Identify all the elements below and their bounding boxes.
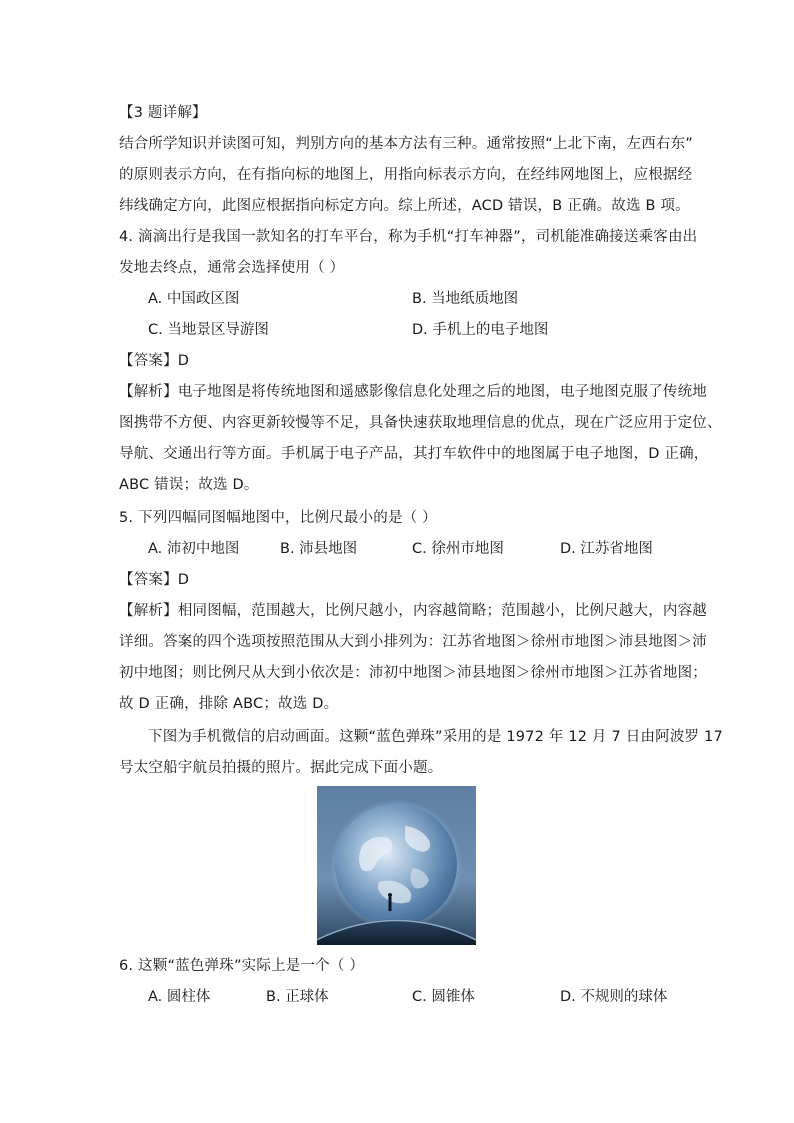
q5-analysis-label: 【解析】 xyxy=(119,603,178,619)
q3-explanation-line: 的原则表示方向，在有指向标的地图上，用指向标表示方向，在经纬网地图上，应根据经 xyxy=(119,167,693,183)
q5-option-d: D. 江苏省地图 xyxy=(560,541,653,557)
q4-stem-line: 4. 滴滴出行是我国一款知名的打车平台，称为手机“打车神器”，司机能准确接送乘客由出 xyxy=(119,229,698,245)
q5-analysis-line: 初中地图；则比例尺从大到小依次是：沛初中地图＞沛县地图＞徐州市地图＞江苏省地图； xyxy=(119,665,707,681)
q4-analysis-label: 【解析】 xyxy=(119,384,178,400)
intro-line: 下图为手机微信的启动画面。这颗“蓝色弹珠”采用的是 1972 年 12 月 7 日由阿波罗 17 xyxy=(148,729,723,745)
q4-analysis-line: 图携带不方便、内容更新较慢等不足，具备快速获取地理信息的优点，现在广泛应用于定位、 xyxy=(119,415,722,431)
q4-stem-line: 发地去终点，通常会选择使用（ ） xyxy=(119,260,345,276)
q4-analysis-line: ABC 错误；故选 D。 xyxy=(119,477,259,493)
section-header: 【3 题详解】 xyxy=(119,105,207,121)
q5-option-c: C. 徐州市地图 xyxy=(412,541,504,557)
q5-analysis-line: 故 D 正确，排除 ABC；故选 D。 xyxy=(119,696,339,712)
q6-option-d: D. 不规则的球体 xyxy=(560,989,668,1005)
q4-option-c: C. 当地景区导游图 xyxy=(148,322,269,338)
intro-line: 号太空船宇航员拍摄的照片。据此完成下面小题。 xyxy=(119,760,443,776)
q6-option-c: C. 圆锥体 xyxy=(412,989,475,1005)
earth-photo-icon xyxy=(317,786,476,945)
q5-analysis-line xyxy=(119,601,707,621)
q3-explanation-line: 结合所学知识并读图可知，判别方向的基本方法有三种。通常按照“上北下南，左西右东” xyxy=(119,136,694,152)
q6-stem: 6. 这颗“蓝色弹珠”实际上是一个（ ） xyxy=(119,958,365,974)
q4-option-d: D. 手机上的电子地图 xyxy=(412,322,549,338)
q5-analysis-line: 详细。答案的四个选项按照范围从大到小排列为：江苏省地图＞徐州市地图＞沛县地图＞沛 xyxy=(119,634,707,650)
q4-answer: 【答案】D xyxy=(119,353,190,369)
q5-option-b: B. 沛县地图 xyxy=(280,541,358,557)
q3-explanation-line: 纬线确定方向，此图应根据指向标定方向。综上所述，ACD 错误，B 正确。故选 B 项。 xyxy=(119,198,690,214)
q4-option-b: B. 当地纸质地图 xyxy=(412,291,519,307)
q4-analysis-text: 电子地图是将传统地图和遥感影像信息化处理之后的地图，电子地图克服了传统地 xyxy=(177,384,708,400)
q6-option-b: B. 正球体 xyxy=(266,989,329,1005)
q5-answer: 【答案】D xyxy=(119,572,190,588)
q6-option-a: A. 圆柱体 xyxy=(148,989,211,1005)
q4-analysis-line: 导航、交通出行等方面。手机属于电子产品，其打车软件中的地图属于电子地图，D 正确， xyxy=(119,446,709,462)
q5-analysis-text: 相同图幅，范围越大，比例尺越小，内容越简略；范围越小，比例尺越大，内容越 xyxy=(177,603,708,619)
q5-stem: 5. 下列四幅同图幅地图中，比例尺最小的是（ ） xyxy=(119,510,437,526)
q5-option-a: A. 沛初中地图 xyxy=(148,541,240,557)
q4-option-a: A. 中国政区图 xyxy=(148,291,240,307)
q4-analysis-line xyxy=(119,382,707,402)
